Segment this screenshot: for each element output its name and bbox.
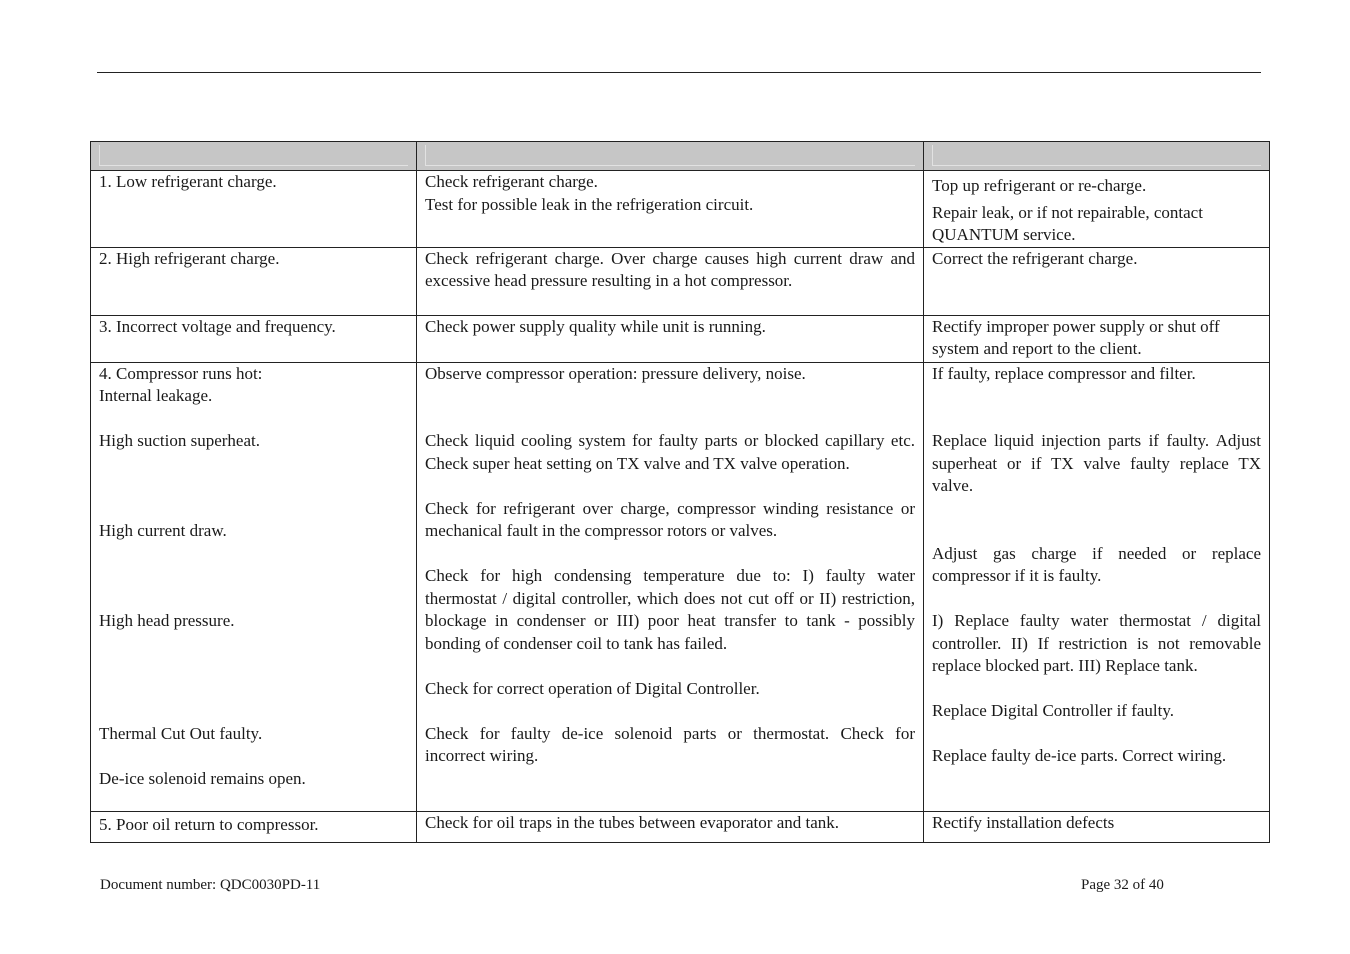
cause-cell [91,315,417,362]
cause-text: De-ice solenoid remains open. [99,768,306,788]
check-text: Check for refrigerant over charge, compressor winding resistance or mechanical fault in the compressor rotors or valves. [425,498,915,540]
action-cell [924,362,1270,811]
check-text: Check for faulty de-ice solenoid parts or thermostat. Check for incorrect wiring. [425,723,915,765]
action-cell [924,811,1270,842]
cause-text: High head pressure. [99,611,235,630]
check-text: Check refrigerant charge. [425,172,598,191]
action-text: Rectify improper power supply or shut off system and report to the client. [932,316,1220,358]
check-cell [417,362,924,811]
table-row [91,315,1270,362]
header-rule [97,72,1261,73]
check-cell [417,247,924,315]
cause-text: Thermal Cut Out faulty. [99,723,263,743]
check-text: Observe compressor operation: pressure delivery, noise. [425,363,806,383]
cause-text: High suction superheat. [99,431,260,450]
check-cell [417,171,924,248]
cause-cell [91,811,417,842]
page-number: Page 32 of 40 [1081,877,1164,893]
troubleshooting-table [90,141,1270,843]
table-row [91,247,1270,315]
header-cell-check [417,142,924,171]
troubleshooting-table-container [90,141,1269,843]
cause-text: High current draw. [99,521,227,540]
action-cell [924,171,1270,248]
table-header-row [91,142,1270,171]
check-text: Test for possible leak in the refrigeration circuit. [425,194,754,214]
cause-text: 2. High refrigerant charge. [99,248,280,268]
header-cell-cause [91,142,417,171]
cause-cell [91,247,417,315]
cause-text: Internal leakage. [99,386,213,405]
action-cell [924,315,1270,362]
action-text: Replace faulty de-ice parts. Correct wiring. [932,746,1227,765]
check-text: Check for high condensing temperature due to: I) faulty water thermostat / digital controller, which does not cut off or II) restriction, blockage in condenser or III) poor heat transfer to tank - possibly bonding of condenser coil to tank has failed. [425,566,915,653]
check-text: Check power supply quality while unit is running. [425,316,766,336]
cause-text: 1. Low refrigerant charge. [99,172,277,191]
action-text: Repair leak, or if not repairable, contact QUANTUM service. [932,202,1203,244]
action-text: If faulty, replace compressor and filter. [932,363,1196,383]
action-text: I) Replace faulty water thermostat / digital controller. II) If restriction is not removable replace blocked part. III) Replace tank. [932,611,1261,675]
check-cell [417,811,924,842]
table-row [91,171,1270,248]
cause-title: 4. Compressor runs hot: [99,363,263,383]
action-cell [924,247,1270,315]
header-cell-action [924,142,1270,171]
cause-cell [91,171,417,248]
check-text: Check liquid cooling system for faulty parts or blocked capillary etc. Check super heat setting on TX valve and TX valve operation. [425,431,915,473]
table-row [91,811,1270,842]
action-text: Top up refrigerant or re-charge. [932,176,1147,195]
action-text: Rectify installation defects [932,812,1115,832]
action-text: Adjust gas charge if needed or replace compressor if it is faulty. [932,543,1261,585]
cause-text: 3. Incorrect voltage and frequency. [99,316,336,336]
action-text: Correct the refrigerant charge. [932,248,1138,268]
check-text: Check refrigerant charge. Over charge causes high current draw and excessive head pressure resulting in a hot compressor. [425,248,915,290]
check-cell [417,315,924,362]
cause-cell [91,362,417,811]
table-row [91,362,1270,811]
check-text: Check for correct operation of Digital Controller. [425,678,760,698]
check-text: Check for oil traps in the tubes between evaporator and tank. [425,812,840,832]
action-text: Replace Digital Controller if faulty. [932,701,1175,720]
document-number: Document number: QDC0030PD-11 [100,877,321,893]
action-text: Replace liquid injection parts if faulty. Adjust superheat or if TX valve faulty replace TX valve. [932,431,1261,495]
cause-text: 5. Poor oil return to compressor. [99,814,319,834]
